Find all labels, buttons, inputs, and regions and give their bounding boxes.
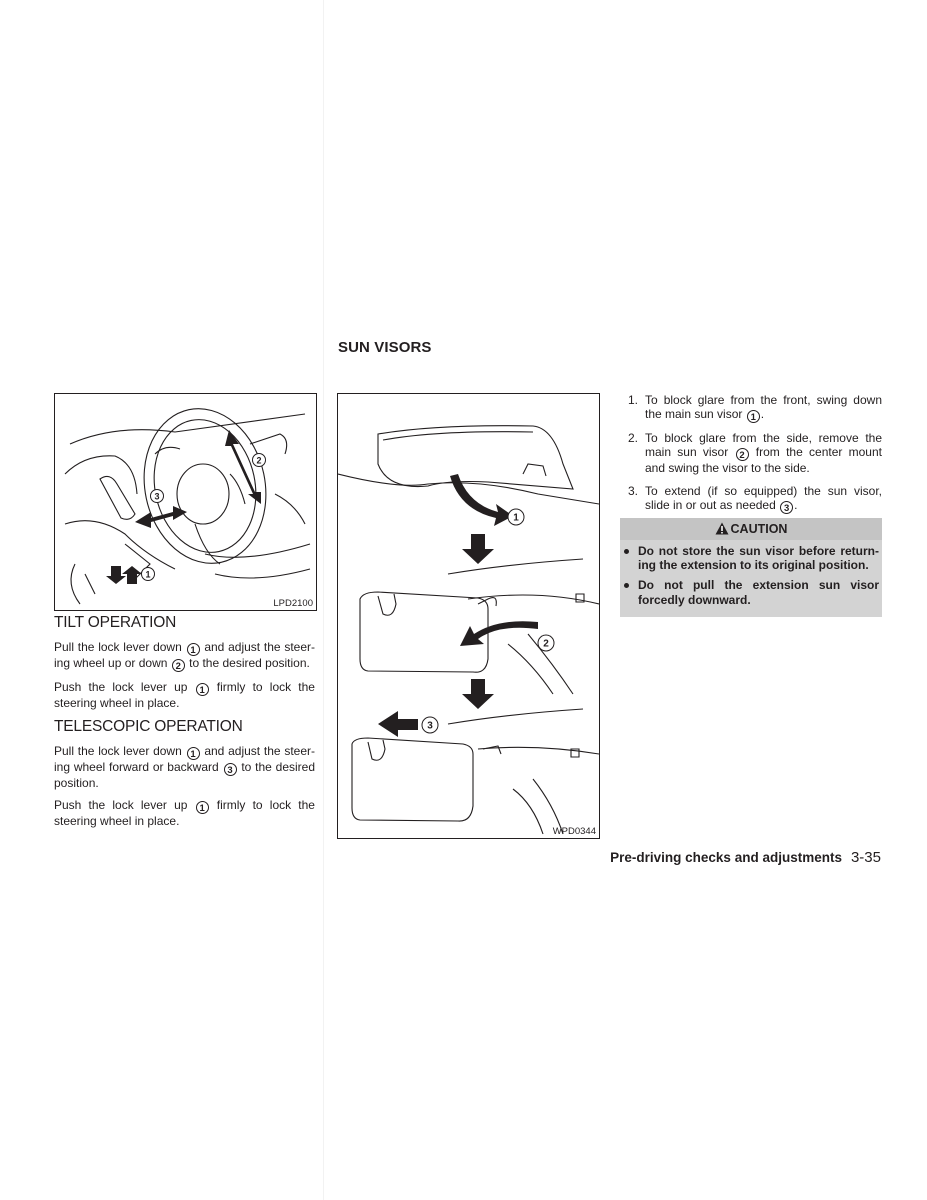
callout-badge: 3	[224, 763, 237, 776]
caution-list	[620, 540, 882, 617]
steering-figure	[54, 393, 317, 611]
step-index: 3.	[628, 483, 639, 498]
steps-list	[628, 393, 882, 514]
section-title: SUN VISORS	[338, 339, 432, 356]
visor-callout-3: 3	[427, 720, 433, 732]
bullet-icon	[624, 583, 629, 588]
caution-box	[620, 518, 882, 617]
visor-callout-2: 2	[543, 638, 549, 650]
text-run: firmly to lock the steering wheel in place.	[54, 798, 315, 829]
text-run: firmly to lock the steering wheel in place.	[54, 680, 315, 710]
step-text-after: .	[760, 407, 765, 422]
callout-badge: 3	[780, 501, 793, 514]
steering-illustration	[55, 394, 316, 610]
caution-text: Do not pull the extension sun visor forcedly downward.	[638, 578, 879, 607]
telescopic-heading: TELESCOPIC OPERATION	[54, 718, 243, 736]
caution-item	[620, 578, 879, 606]
sun-visor-figure	[337, 393, 600, 839]
callout-badge: 1	[747, 410, 760, 423]
page-footer	[610, 849, 881, 866]
text-run: and adjust the steer-ing wheel forward or backward	[54, 744, 315, 775]
footer-section: Pre-driving checks and adjustments	[610, 850, 842, 865]
left-column	[54, 614, 315, 837]
steering-callout-1: 1	[145, 569, 151, 580]
text-run: to the desired position.	[54, 760, 316, 791]
visor-callout-1: 1	[513, 512, 519, 524]
telescopic-paragraph-2	[54, 798, 315, 828]
callout-badge: 1	[196, 683, 209, 696]
step-item	[628, 484, 882, 514]
step-index: 2.	[628, 431, 639, 446]
text-run: Pull the lock lever down	[54, 640, 182, 654]
callout-badge: 2	[736, 448, 749, 461]
text-run: Pull the lock lever down	[54, 744, 182, 759]
steering-callout-2: 2	[256, 455, 262, 466]
tilt-heading: TILT OPERATION	[54, 614, 177, 631]
figure-code: WPD0344	[552, 826, 596, 837]
figure-code: LPD2100	[273, 598, 313, 609]
step-text: To extend (if so equipped) the sun visor, slide in or out as needed	[645, 483, 882, 512]
callout-badge: 2	[172, 659, 185, 672]
telescopic-paragraph-1	[54, 744, 315, 790]
page-gutter	[323, 0, 324, 1200]
step-text: To block glare from the side, remove the main sun visor	[645, 431, 882, 460]
callout-badge: 1	[196, 801, 209, 814]
page-number: 3-35	[850, 849, 881, 866]
right-column	[628, 393, 882, 522]
tilt-paragraph-1	[54, 640, 315, 672]
caution-item	[620, 544, 879, 572]
text-run: to the desired position.	[189, 656, 310, 670]
step-index: 1.	[628, 393, 639, 407]
tilt-paragraph-2	[54, 680, 315, 710]
caution-title: CAUTION	[730, 522, 788, 536]
bullet-icon	[624, 549, 629, 554]
caution-header	[620, 518, 882, 540]
text-run: Push the lock lever up	[54, 798, 188, 813]
sun-visor-illustration	[338, 394, 599, 838]
step-text-after: .	[794, 497, 798, 512]
text-run: and adjust the steer-ing wheel up or down	[54, 640, 315, 670]
step-item	[628, 393, 882, 423]
callout-badge: 1	[187, 747, 200, 760]
step-item	[628, 431, 882, 475]
steering-callout-3: 3	[154, 491, 160, 502]
caution-text: Do not store the sun visor before return-ing the extension to its original position.	[638, 544, 879, 573]
warning-triangle-icon	[715, 522, 729, 535]
step-text: To block glare from the front, swing down the main sun visor	[645, 393, 882, 422]
callout-badge: 1	[187, 643, 200, 656]
step-text-after: from the center mount and swing the visor to the side.	[645, 445, 882, 476]
text-run: Push the lock lever up	[54, 680, 188, 694]
